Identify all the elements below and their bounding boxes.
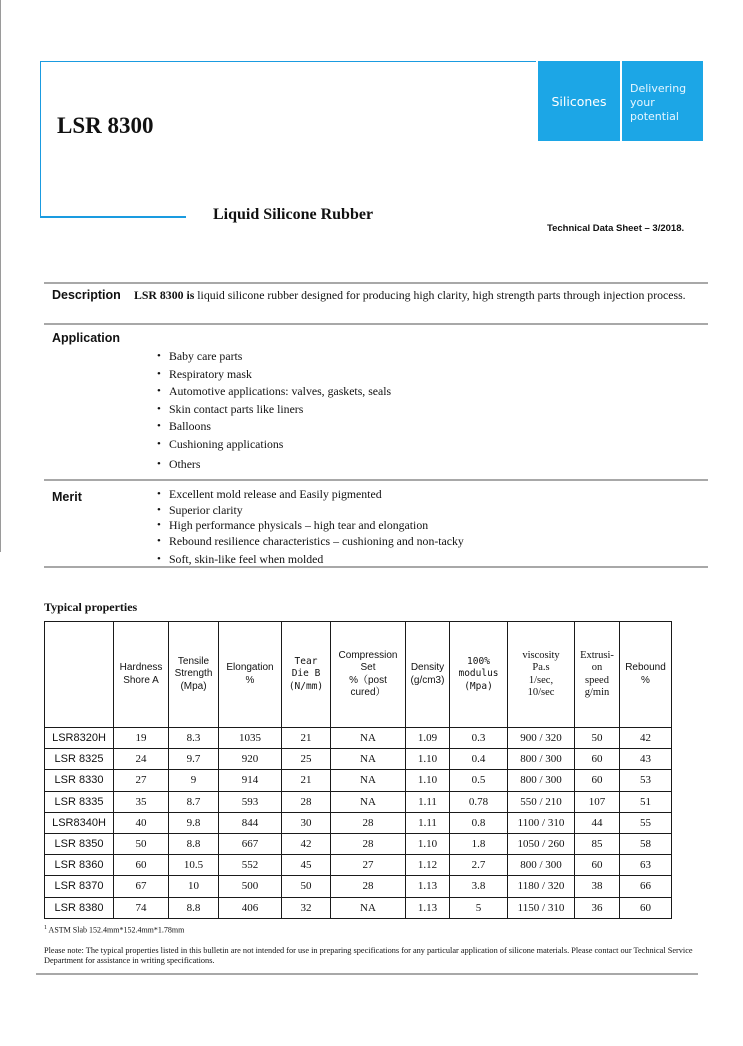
value-cell: 5 bbox=[450, 897, 508, 918]
column-header-line: % bbox=[245, 674, 255, 686]
column-header-line: Set bbox=[360, 662, 376, 673]
value-cell: 55 bbox=[620, 812, 672, 833]
description-body: liquid silicone rubber designed for producing high clarity, high strength parts through injection process. bbox=[194, 288, 686, 302]
grade-cell: LSR8340H bbox=[45, 812, 114, 833]
section-divider bbox=[44, 282, 708, 284]
value-cell: 36 bbox=[575, 897, 620, 918]
column-header-line: (N/mm) bbox=[288, 680, 324, 692]
column-header bbox=[508, 622, 575, 728]
document-type-label: Technical Data Sheet – 3/2018. bbox=[547, 223, 685, 234]
column-header-line: 10/sec bbox=[527, 687, 555, 698]
table-row bbox=[45, 855, 672, 876]
value-cell: 667 bbox=[219, 833, 282, 854]
value-cell: 32 bbox=[282, 897, 331, 918]
logo-tagline-line: your bbox=[630, 96, 655, 109]
column-header-line: Density bbox=[410, 662, 445, 673]
value-cell: 9.7 bbox=[169, 749, 219, 770]
table-row bbox=[45, 749, 672, 770]
column-header-line: Extrusi- bbox=[580, 649, 614, 661]
value-cell: 1.8 bbox=[450, 833, 508, 854]
value-cell: 35 bbox=[114, 791, 169, 812]
logo-tagline-line: potential bbox=[630, 110, 679, 123]
value-cell: 550 / 210 bbox=[508, 791, 575, 812]
value-cell: NA bbox=[331, 897, 406, 918]
footnote-marker: 1 bbox=[44, 925, 47, 931]
description-label: Description bbox=[52, 288, 121, 302]
grade-cell: LSR 8325 bbox=[45, 749, 114, 770]
list-item: • Others bbox=[157, 456, 391, 474]
header-frame bbox=[40, 61, 536, 218]
section-divider bbox=[44, 323, 708, 325]
grade-cell: LSR 8360 bbox=[45, 855, 114, 876]
value-cell: 1.10 bbox=[406, 770, 450, 791]
value-cell: 28 bbox=[282, 791, 331, 812]
list-item: • Baby care parts bbox=[157, 348, 391, 366]
value-cell: 800 / 300 bbox=[508, 770, 575, 791]
list-item: • Rebound resilience characteristics – cushioning and non-tacky bbox=[157, 534, 464, 550]
value-cell: 28 bbox=[331, 876, 406, 897]
column-header-line: Elongation bbox=[226, 662, 274, 673]
value-cell: 1.09 bbox=[406, 728, 450, 749]
column-header bbox=[331, 622, 406, 728]
value-cell: 8.8 bbox=[169, 897, 219, 918]
list-item: • Cushioning applications bbox=[157, 436, 391, 454]
value-cell: 40 bbox=[114, 812, 169, 833]
value-cell: 1.10 bbox=[406, 749, 450, 770]
list-item: • High performance physicals – high tear and elongation bbox=[157, 518, 464, 534]
value-cell: 60 bbox=[575, 855, 620, 876]
value-cell: 800 / 300 bbox=[508, 855, 575, 876]
value-cell: 50 bbox=[114, 833, 169, 854]
product-title: LSR 8300 bbox=[57, 113, 154, 138]
value-cell: 24 bbox=[114, 749, 169, 770]
column-header-line: Tear bbox=[294, 655, 318, 667]
list-item: • Balloons bbox=[157, 418, 391, 436]
value-cell: 25 bbox=[282, 749, 331, 770]
value-cell: 74 bbox=[114, 897, 169, 918]
value-cell: 0.3 bbox=[450, 728, 508, 749]
value-cell: 50 bbox=[575, 728, 620, 749]
typical-properties-heading: Typical properties bbox=[44, 600, 138, 614]
column-header-line: Compression bbox=[338, 649, 398, 661]
value-cell: NA bbox=[331, 791, 406, 812]
grade-cell: LSR 8350 bbox=[45, 833, 114, 854]
value-cell: 28 bbox=[331, 833, 406, 854]
value-cell: 0.78 bbox=[450, 791, 508, 812]
product-subtitle: Liquid Silicone Rubber bbox=[213, 206, 374, 223]
value-cell: 51 bbox=[620, 791, 672, 812]
value-cell: 914 bbox=[219, 770, 282, 791]
value-cell: 1100 / 310 bbox=[508, 812, 575, 833]
logo-brand: Silicones bbox=[538, 61, 620, 141]
value-cell: 9.8 bbox=[169, 812, 219, 833]
column-header-line: 1/sec, bbox=[528, 674, 554, 686]
value-cell: 844 bbox=[219, 812, 282, 833]
grade-cell: LSR8320H bbox=[45, 728, 114, 749]
value-cell: 0.4 bbox=[450, 749, 508, 770]
application-label: Application bbox=[52, 331, 121, 345]
list-item: • Skin contact parts like liners bbox=[157, 401, 391, 419]
column-header bbox=[169, 622, 219, 728]
column-header-line: Rebound bbox=[625, 662, 666, 673]
value-cell: 28 bbox=[331, 812, 406, 833]
footnote bbox=[44, 925, 184, 935]
value-cell: 60 bbox=[620, 897, 672, 918]
column-header-line: g/min bbox=[584, 687, 610, 698]
value-cell: 1150 / 310 bbox=[508, 897, 575, 918]
value-cell: 1.10 bbox=[406, 833, 450, 854]
table-body bbox=[45, 728, 672, 919]
table-row bbox=[45, 770, 672, 791]
grade-cell: LSR 8370 bbox=[45, 876, 114, 897]
value-cell: 60 bbox=[575, 770, 620, 791]
typical-properties-table bbox=[44, 621, 672, 919]
value-cell: 8.7 bbox=[169, 791, 219, 812]
value-cell: 42 bbox=[620, 728, 672, 749]
column-header bbox=[45, 622, 114, 728]
table-row bbox=[45, 728, 672, 749]
value-cell: 1.13 bbox=[406, 897, 450, 918]
column-header-line: Tensile bbox=[177, 655, 210, 667]
value-cell: 8.3 bbox=[169, 728, 219, 749]
grade-cell: LSR 8335 bbox=[45, 791, 114, 812]
table-row bbox=[45, 812, 672, 833]
table-row bbox=[45, 791, 672, 812]
value-cell: 920 bbox=[219, 749, 282, 770]
header-underline bbox=[40, 216, 186, 218]
value-cell: 44 bbox=[575, 812, 620, 833]
value-cell: 1.13 bbox=[406, 876, 450, 897]
column-header-line: 100% bbox=[467, 655, 490, 667]
value-cell: 60 bbox=[575, 749, 620, 770]
value-cell: 21 bbox=[282, 770, 331, 791]
column-header-line: speed bbox=[585, 674, 609, 686]
value-cell: 21 bbox=[282, 728, 331, 749]
column-header bbox=[575, 622, 620, 728]
column-header-line: Strength bbox=[174, 668, 213, 680]
merit-label: Merit bbox=[52, 490, 82, 504]
value-cell: NA bbox=[331, 749, 406, 770]
value-cell: 1180 / 320 bbox=[508, 876, 575, 897]
application-list bbox=[157, 348, 391, 474]
value-cell: 1.11 bbox=[406, 791, 450, 812]
column-header bbox=[114, 622, 169, 728]
value-cell: 43 bbox=[620, 749, 672, 770]
grade-cell: LSR 8330 bbox=[45, 770, 114, 791]
list-item: • Excellent mold release and Easily pigmented bbox=[157, 487, 464, 503]
list-item: • Superior clarity bbox=[157, 503, 464, 519]
column-header bbox=[219, 622, 282, 728]
column-header-line: Pa.s bbox=[532, 662, 550, 673]
value-cell: 63 bbox=[620, 855, 672, 876]
value-cell: 27 bbox=[114, 770, 169, 791]
table-row bbox=[45, 833, 672, 854]
value-cell: NA bbox=[331, 770, 406, 791]
column-header-line: (g/cm3) bbox=[410, 674, 445, 686]
silicones-logo bbox=[538, 61, 703, 141]
column-header-line: modulus bbox=[458, 668, 499, 680]
value-cell: 60 bbox=[114, 855, 169, 876]
value-cell: 3.8 bbox=[450, 876, 508, 897]
column-header bbox=[620, 622, 672, 728]
value-cell: 66 bbox=[620, 876, 672, 897]
page-edge-line bbox=[0, 0, 1, 552]
column-header-line: Hardness bbox=[119, 662, 163, 673]
value-cell: 800 / 300 bbox=[508, 749, 575, 770]
column-header-line: % bbox=[641, 674, 650, 686]
column-header-line: %（post bbox=[349, 674, 387, 686]
value-cell: 406 bbox=[219, 897, 282, 918]
column-header bbox=[406, 622, 450, 728]
value-cell: 1050 / 260 bbox=[508, 833, 575, 854]
column-header-line: Shore A bbox=[123, 674, 159, 686]
column-header-line: viscosity bbox=[522, 649, 560, 661]
list-item: • Automotive applications: valves, gaskets, seals bbox=[157, 383, 391, 401]
column-header bbox=[450, 622, 508, 728]
column-header-line: (Mpa) bbox=[180, 680, 207, 692]
column-header-line: (Mpa) bbox=[464, 680, 493, 692]
table-row bbox=[45, 897, 672, 918]
column-header-line: cured） bbox=[350, 687, 386, 698]
value-cell: 900 / 320 bbox=[508, 728, 575, 749]
list-item: • Soft, skin-like feel when molded bbox=[157, 552, 464, 568]
value-cell: 10.5 bbox=[169, 855, 219, 876]
value-cell: 552 bbox=[219, 855, 282, 876]
value-cell: 1035 bbox=[219, 728, 282, 749]
value-cell: 9 bbox=[169, 770, 219, 791]
section-divider bbox=[44, 566, 708, 568]
value-cell: 0.8 bbox=[450, 812, 508, 833]
value-cell: 27 bbox=[331, 855, 406, 876]
value-cell: 107 bbox=[575, 791, 620, 812]
logo-tagline bbox=[622, 61, 703, 141]
grade-cell: LSR 8380 bbox=[45, 897, 114, 918]
value-cell: 1.11 bbox=[406, 812, 450, 833]
value-cell: 19 bbox=[114, 728, 169, 749]
value-cell: 38 bbox=[575, 876, 620, 897]
table-row bbox=[45, 876, 672, 897]
value-cell: 67 bbox=[114, 876, 169, 897]
column-header bbox=[282, 622, 331, 728]
value-cell: NA bbox=[331, 728, 406, 749]
column-header-line: Die B bbox=[291, 668, 321, 680]
logo-tagline-line: Delivering bbox=[630, 82, 687, 95]
bottom-divider bbox=[36, 973, 698, 975]
value-cell: 85 bbox=[575, 833, 620, 854]
value-cell: 593 bbox=[219, 791, 282, 812]
table-header-row bbox=[45, 622, 672, 728]
value-cell: 500 bbox=[219, 876, 282, 897]
section-divider bbox=[44, 479, 708, 481]
value-cell: 50 bbox=[282, 876, 331, 897]
value-cell: 2.7 bbox=[450, 855, 508, 876]
merit-list bbox=[157, 487, 464, 568]
value-cell: 58 bbox=[620, 833, 672, 854]
description-lead: LSR 8300 is bbox=[134, 288, 195, 302]
value-cell: 42 bbox=[282, 833, 331, 854]
value-cell: 8.8 bbox=[169, 833, 219, 854]
footnote-text: ASTM Slab 152.4mm*152.4mm*1.78mm bbox=[47, 925, 185, 935]
value-cell: 45 bbox=[282, 855, 331, 876]
value-cell: 53 bbox=[620, 770, 672, 791]
value-cell: 10 bbox=[169, 876, 219, 897]
column-header-line: on bbox=[591, 662, 603, 673]
disclaimer-note: Please note: The typical properties listed in this bulletin are not intended for use in preparing specifications for any particular application of silicone materials. Please contact our Technical Service Department for assistance in writing specifications. bbox=[44, 946, 693, 965]
value-cell: 0.5 bbox=[450, 770, 508, 791]
value-cell: 1.12 bbox=[406, 855, 450, 876]
value-cell: 30 bbox=[282, 812, 331, 833]
list-item: • Respiratory mask bbox=[157, 366, 391, 384]
description-text bbox=[134, 288, 699, 303]
